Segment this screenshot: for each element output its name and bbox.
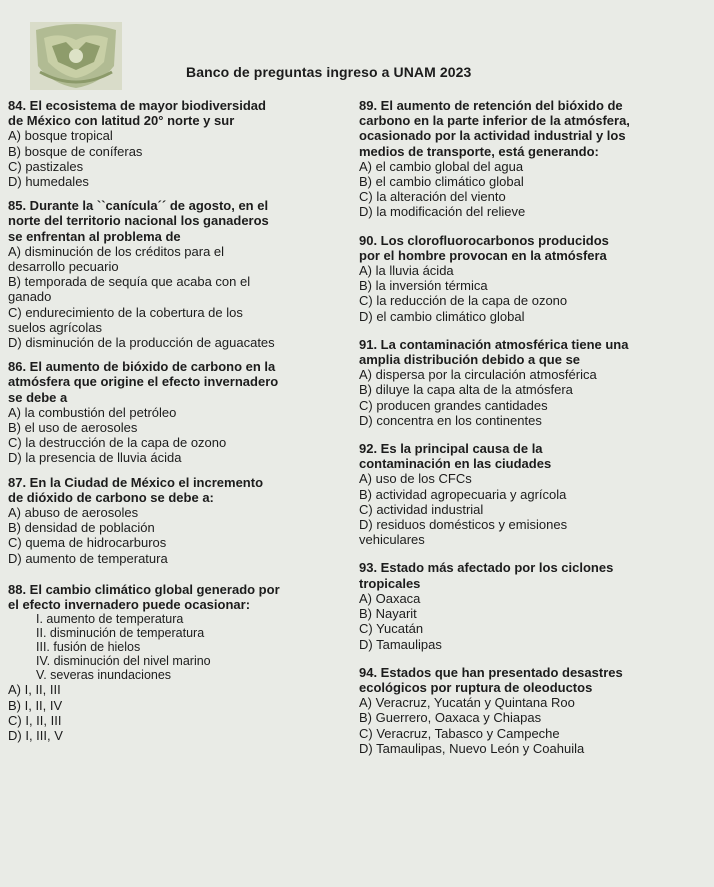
q85-option-a-line1: A) disminución de los créditos para el bbox=[8, 243, 225, 259]
q90-stem-line1: 90. Los clorofluorocarbonos producidos bbox=[359, 232, 609, 248]
q91-option-d: D) concentra en los continentes bbox=[359, 412, 542, 428]
q86-option-b: B) el uso de aerosoles bbox=[8, 420, 138, 436]
q85-option-a-line2: desarrollo pecuario bbox=[8, 259, 119, 275]
question-91 bbox=[359, 337, 709, 428]
q90-stem-line2: por el hombre provocan en la atmósfera bbox=[359, 247, 607, 263]
q85-option-d: D) disminución de la producción de aguacates bbox=[8, 335, 275, 351]
q92-stem-line1: 92. Es la principal causa de la bbox=[359, 441, 543, 457]
q90-option-d: D) el cambio climático global bbox=[359, 308, 525, 324]
question-85 bbox=[8, 198, 353, 350]
q91-option-c: C) producen grandes cantidades bbox=[359, 397, 548, 413]
q93-stem-line2: tropicales bbox=[359, 575, 421, 591]
q90-option-b: B) la inversión térmica bbox=[359, 278, 488, 294]
q93-option-c: C) Yucatán bbox=[359, 621, 424, 637]
q92-option-a: A) uso de los CFCs bbox=[359, 471, 472, 487]
q88-option-d: D) I, III, V bbox=[8, 727, 63, 743]
q84-option-c: C) pastizales bbox=[8, 158, 84, 174]
q91-stem-line2: amplia distribución debido a que se bbox=[359, 352, 581, 368]
q94-option-c: C) Veracruz, Tabasco y Campeche bbox=[359, 725, 560, 741]
q85-option-c-line2: suelos agrícolas bbox=[8, 319, 102, 335]
question-89 bbox=[359, 98, 709, 220]
q94-option-d: D) Tamaulipas, Nuevo León y Coahuila bbox=[359, 740, 585, 756]
question-94 bbox=[359, 665, 709, 756]
q84-stem-line2: de México con latitud 20° norte y sur bbox=[8, 113, 235, 129]
q85-stem-line3: se enfrentan al problema de bbox=[8, 228, 181, 244]
q89-option-b: B) el cambio climático global bbox=[359, 174, 524, 190]
q94-option-b: B) Guerrero, Oaxaca y Chiapas bbox=[359, 710, 542, 726]
q93-option-d: D) Tamaulipas bbox=[359, 636, 442, 652]
q85-option-b-line1: B) temporada de sequía que acaba con el bbox=[8, 274, 251, 290]
q84-option-a: A) bosque tropical bbox=[8, 128, 113, 144]
q89-option-d: D) la modificación del relieve bbox=[359, 204, 526, 220]
q87-option-a: A) abuso de aerosoles bbox=[8, 505, 139, 521]
question-87 bbox=[8, 475, 353, 566]
q89-stem-line3: ocasionado por la actividad industrial y los bbox=[359, 128, 626, 144]
q88-stem-line1: 88. El cambio climático global generado por bbox=[8, 581, 280, 597]
q84-option-d: D) humedales bbox=[8, 174, 89, 190]
right-column bbox=[359, 98, 709, 756]
page-title: Banco de preguntas ingreso a UNAM 2023 bbox=[186, 64, 472, 80]
q88-option-b: B) I, II, IV bbox=[8, 697, 63, 713]
q84-stem-line1: 84. El ecosistema de mayor biodiversidad bbox=[8, 98, 266, 113]
q89-option-c: C) la alteración del viento bbox=[359, 189, 506, 205]
q89-option-a: A) el cambio global del agua bbox=[359, 158, 524, 174]
q88-option-c: C) I, II, III bbox=[8, 712, 62, 728]
q90-option-c: C) la reducción de la capa de ozono bbox=[359, 293, 568, 309]
q90-option-a: A) la lluvia ácida bbox=[359, 263, 454, 279]
q86-option-a: A) la combustión del petróleo bbox=[8, 404, 177, 420]
q88-option-a: A) I, II, III bbox=[8, 682, 61, 698]
question-86 bbox=[8, 359, 353, 465]
q92-option-d-line2: vehiculares bbox=[359, 532, 425, 548]
q87-stem-line2: de dióxido de carbono se debe a: bbox=[8, 489, 214, 505]
q92-option-d-line1: D) residuos domésticos y emisiones bbox=[359, 517, 568, 533]
q87-option-d: D) aumento de temperatura bbox=[8, 550, 168, 566]
q86-stem-line2: atmósfera que origine el efecto invernadero bbox=[8, 374, 279, 390]
q87-stem-line1: 87. En la Ciudad de México el incremento bbox=[8, 474, 264, 490]
q91-option-b: B) diluye la capa alta de la atmósfera bbox=[359, 382, 573, 398]
question-84 bbox=[8, 98, 353, 189]
q93-stem-line1: 93. Estado más afectado por los ciclones bbox=[359, 560, 614, 576]
q86-option-d: D) la presencia de lluvia ácida bbox=[8, 450, 182, 466]
q88-stem-line2: el efecto invernadero puede ocasionar: bbox=[8, 597, 251, 613]
q86-stem-line1: 86. El aumento de bióxido de carbono en la bbox=[8, 359, 276, 375]
q85-option-b-line2: ganado bbox=[8, 289, 52, 305]
q86-stem-line3: se debe a bbox=[8, 389, 68, 405]
q87-option-c: C) quema de hidrocarburos bbox=[8, 535, 167, 551]
q86-option-c: C) la destrucción de la capa de ozono bbox=[8, 435, 227, 451]
q88-statement-5: V. severas inundaciones bbox=[36, 668, 172, 683]
q88-statement-1: I. aumento de temperatura bbox=[36, 612, 184, 627]
unam-seal-logo bbox=[30, 22, 122, 90]
q88-statement-2: II. disminución de temperatura bbox=[36, 626, 205, 641]
q92-option-c: C) actividad industrial bbox=[359, 501, 484, 517]
q94-stem-line2: ecológicos por ruptura de oleoductos bbox=[359, 679, 593, 695]
q88-statement-3: III. fusión de hielos bbox=[36, 640, 141, 655]
question-88 bbox=[8, 582, 353, 743]
question-90 bbox=[359, 233, 709, 324]
q91-stem-line1: 91. La contaminación atmosférica tiene una bbox=[359, 336, 629, 352]
q89-stem-line2: carbono en la parte inferior de la atmósfera, bbox=[359, 113, 630, 129]
left-column bbox=[8, 98, 353, 743]
q93-option-a: A) Oaxaca bbox=[359, 590, 421, 606]
q85-stem-line1: 85. Durante la ``canícula´´ de agosto, en el bbox=[8, 198, 269, 214]
q85-stem-line2: norte del territorio nacional los ganaderos bbox=[8, 213, 269, 229]
q92-stem-line2: contaminación en las ciudades bbox=[359, 456, 552, 472]
question-93 bbox=[359, 560, 709, 651]
q88-statement-4: IV. disminución del nivel marino bbox=[36, 654, 211, 669]
q84-option-b: B) bosque de coníferas bbox=[8, 143, 143, 159]
q85-option-c-line1: C) endurecimiento de la cobertura de los bbox=[8, 304, 243, 320]
q89-stem-line1: 89. El aumento de retención del bióxido de bbox=[359, 98, 623, 113]
q87-option-b: B) densidad de población bbox=[8, 520, 155, 536]
q94-stem-line1: 94. Estados que han presentado desastres bbox=[359, 664, 623, 680]
q92-option-b: B) actividad agropecuaria y agrícola bbox=[359, 486, 567, 502]
q93-option-b: B) Nayarit bbox=[359, 606, 417, 622]
question-92 bbox=[359, 441, 709, 547]
q91-option-a: A) dispersa por la circulación atmosférica bbox=[359, 367, 597, 383]
q94-option-a: A) Veracruz, Yucatán y Quintana Roo bbox=[359, 695, 575, 711]
q89-stem-line4: medios de transporte, está generando: bbox=[359, 143, 599, 159]
